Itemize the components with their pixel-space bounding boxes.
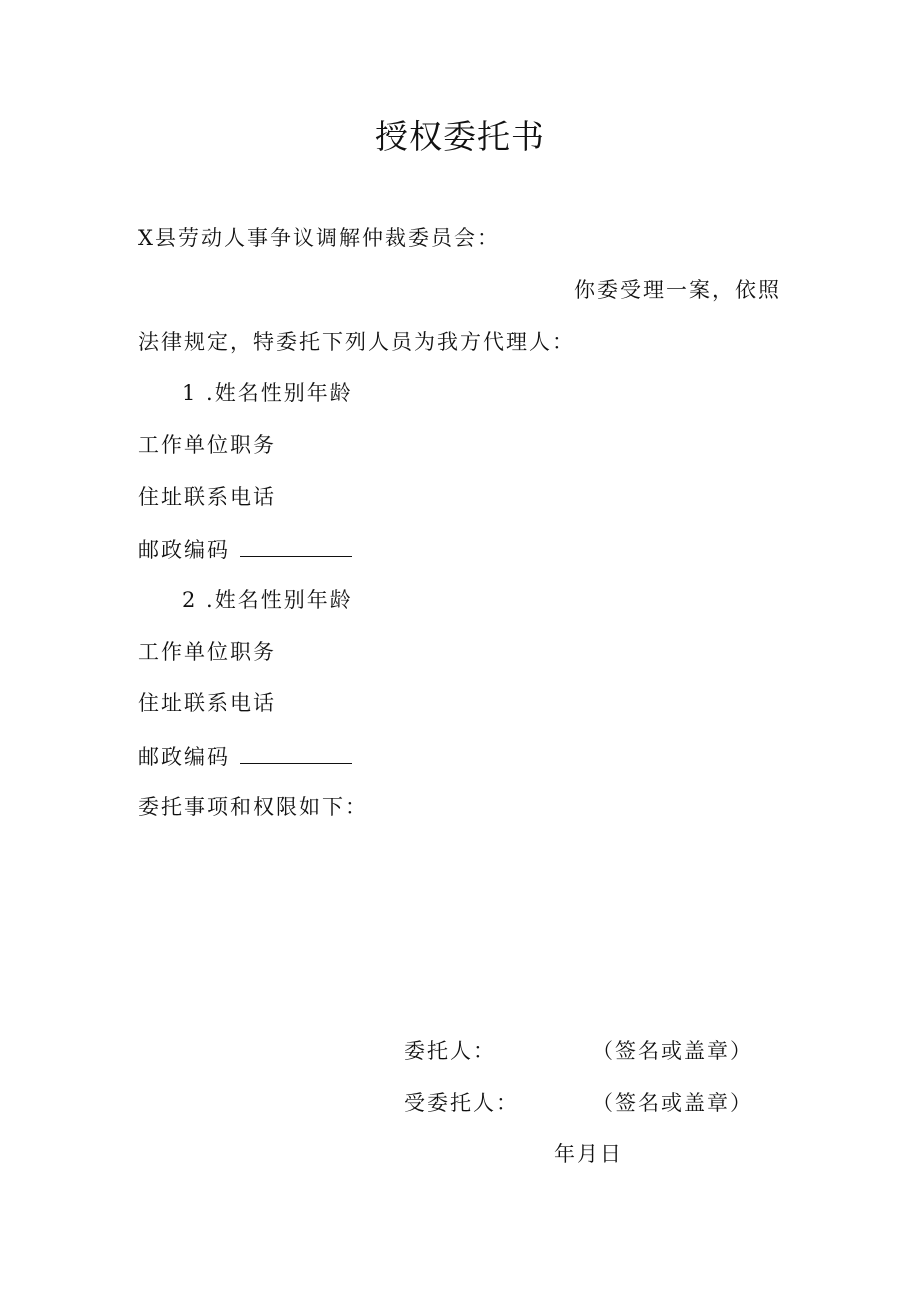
intro-line-1: 你委受理一案，依照 [574,278,781,302]
agent2-postcode-blank [240,745,352,764]
agent1-postcode-blank [240,538,352,557]
agent2-postcode-row [138,745,352,768]
agent1-postcode-label: 邮政编码 [138,538,230,562]
agent1-heading: 1 .姓名性别年龄 [182,381,353,405]
agent2-work: 工作单位职务 [138,640,276,664]
scope-heading: 委托事项和权限如下： [138,795,368,819]
intro-line-2: 法律规定，特委托下列人员为我方代理人： [138,330,575,354]
agent1-address: 住址联系电话 [138,485,276,509]
principal-signature: （签名或盖章） [592,1039,753,1063]
addressee: X县劳动人事争议调解仲裁委员会： [138,226,500,250]
agent-signature: （签名或盖章） [592,1091,753,1115]
principal-label: 委托人： [404,1039,496,1063]
agent-label: 受委托人： [404,1091,519,1115]
agent1-work: 工作单位职务 [138,433,276,457]
agent1-postcode-row [138,538,352,561]
date-line: 年月日 [554,1142,623,1166]
document-title: 授权委托书 [375,117,545,156]
agent2-heading: 2 .姓名性别年龄 [182,588,353,612]
agent2-postcode-label: 邮政编码 [138,745,230,769]
agent2-address: 住址联系电话 [138,691,276,715]
